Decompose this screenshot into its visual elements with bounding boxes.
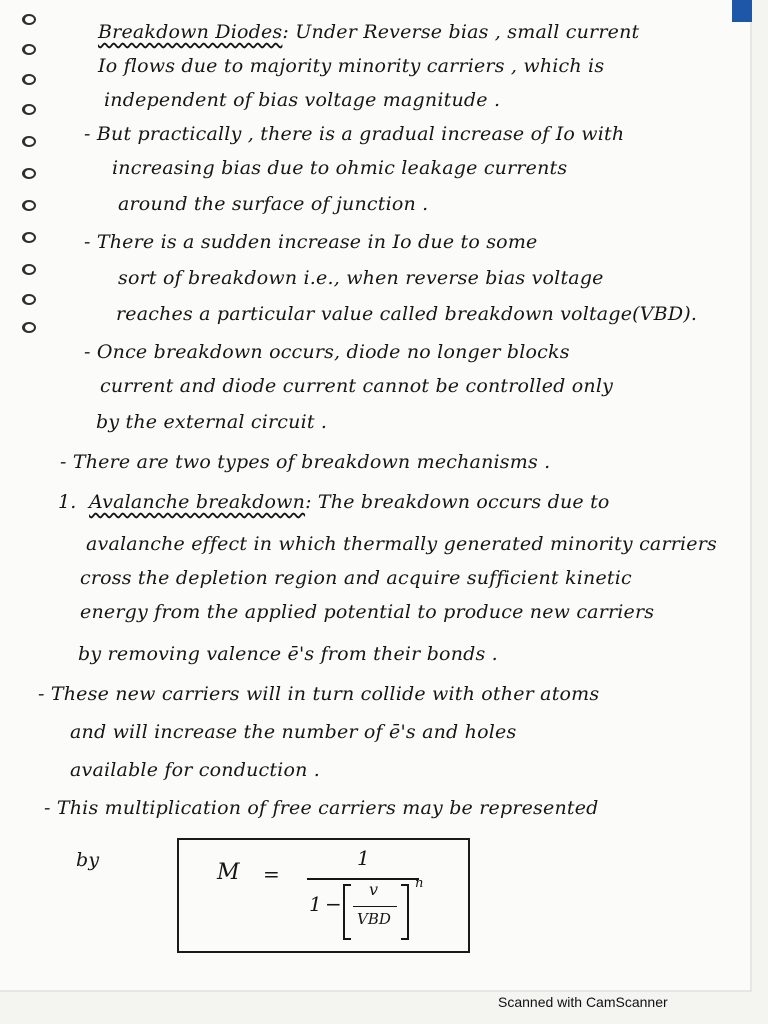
binding-hole (22, 294, 36, 305)
binding-hole (22, 104, 36, 115)
blue-corner-tab (732, 0, 752, 22)
formula-ratio-denominator: VBD (357, 910, 391, 928)
note-line-10: - Once breakdown occurs, diode no longer blocks (84, 341, 570, 363)
note-line-15: avalanche effect in which thermally generated minority carriers (86, 533, 717, 555)
formula-lhs: M (217, 860, 240, 885)
note-line-5: increasing bias due to ohmic leakage currents (112, 157, 568, 179)
note-line-11: current and diode current cannot be controlled only (100, 375, 614, 397)
note-line-16: cross the depletion region and acquire sufficient kinetic (80, 567, 632, 589)
formula-fraction-bar (307, 878, 419, 880)
formula-right-bracket (401, 884, 409, 940)
note-line-4: - But practically , there is a gradual increase of Io with (84, 123, 625, 145)
formula-exponent: n (415, 876, 424, 891)
binding-hole (22, 200, 36, 211)
binding-hole (22, 322, 36, 333)
note-line-3: independent of bias voltage magnitude . (104, 89, 501, 111)
formula-box (177, 838, 470, 953)
binding-hole (22, 168, 36, 179)
note-line-7: - There is a sudden increase in Io due to some (84, 231, 538, 253)
note-line-14: 1. Avalanche breakdown: The breakdown occurs due to (58, 491, 610, 513)
heading-avalanche-breakdown: Avalanche breakdown (89, 491, 306, 513)
note-line-13: - There are two types of breakdown mechanisms . (60, 451, 551, 473)
note-line-18: by removing valence ē's from their bonds . (78, 643, 498, 665)
binding-hole (22, 136, 36, 147)
formula-ratio-numerator: v (369, 880, 379, 899)
note-line-17: energy from the applied potential to produce new carriers (80, 601, 655, 623)
camscanner-watermark: Scanned with CamScanner (498, 994, 668, 1010)
formula-ratio-bar (353, 906, 397, 907)
spiral-binding-holes (22, 10, 48, 340)
note-line-20: and will increase the number of ē's and holes (70, 721, 517, 743)
note-line-22: - This multiplication of free carriers may be represented (44, 797, 599, 819)
note-line-1: Breakdown Diodes: Under Reverse bias , small current (98, 21, 640, 43)
note-line-12: by the external circuit . (96, 411, 328, 433)
binding-hole (22, 14, 36, 25)
note-line-6: around the surface of junction . (118, 193, 429, 215)
binding-hole (22, 232, 36, 243)
formula-left-bracket (343, 884, 351, 940)
formula-denominator-one: 1 (309, 892, 322, 916)
formula-equals: = (263, 862, 280, 886)
note-line-8: sort of breakdown i.e., when reverse bias voltage (118, 267, 604, 289)
formula-numerator: 1 (357, 846, 370, 870)
formula-minus: − (325, 892, 342, 916)
binding-hole (22, 44, 36, 55)
binding-hole (22, 74, 36, 85)
binding-hole (22, 264, 36, 275)
note-line-21: available for conduction . (70, 759, 321, 781)
note-line-23: by (76, 849, 100, 871)
note-line-19: - These new carriers will in turn collide with other atoms (38, 683, 600, 705)
note-line-2: Io flows due to majority minority carriers , which is (98, 55, 605, 77)
note-line-9: reaches a particular value called breakdown voltage(VBD). (116, 303, 698, 325)
heading-breakdown-diodes: Breakdown Diodes (98, 21, 283, 43)
